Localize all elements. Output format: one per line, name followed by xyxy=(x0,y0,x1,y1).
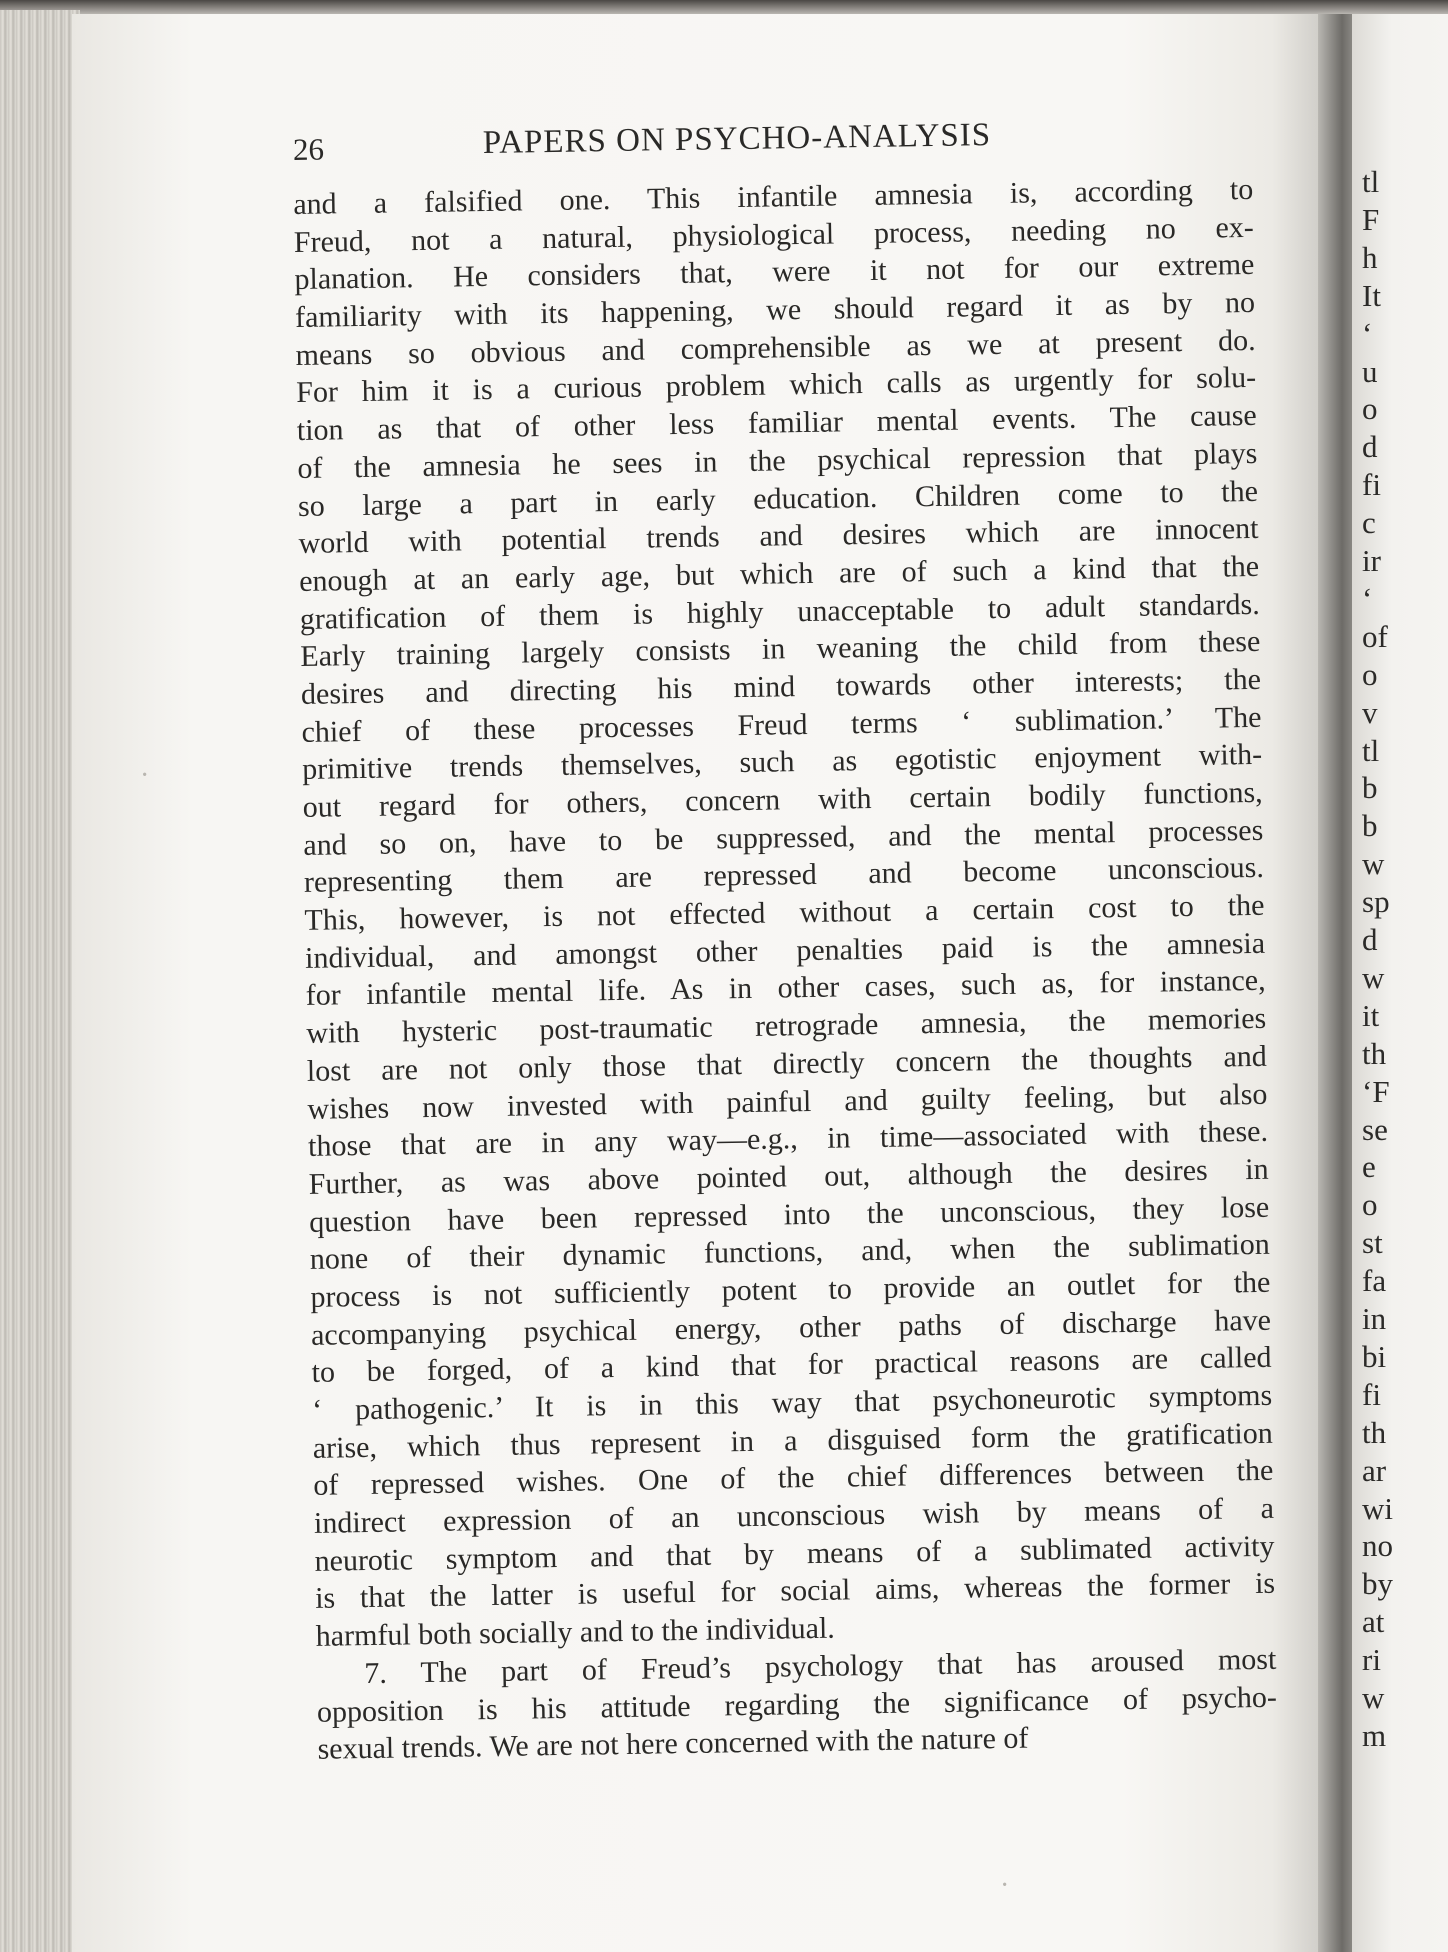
facing-page-fragment: m xyxy=(1362,1717,1387,1753)
facing-page-fragment: d xyxy=(1362,922,1378,957)
text-line: wishes now invested with painful and guilty feeling, but also xyxy=(307,1077,1268,1126)
facing-page-fragment: ir xyxy=(1362,543,1381,578)
text-line: arise, which thus represent in a disguised form the gratification xyxy=(312,1416,1273,1465)
page-number: 26 xyxy=(292,131,325,167)
facing-page-fragment: st xyxy=(1362,1225,1383,1261)
facing-page-fragment: it xyxy=(1362,997,1380,1033)
facing-page-fragment: w xyxy=(1362,959,1385,995)
facing-page-fragment: ri xyxy=(1362,1642,1381,1678)
facing-page-fragment: ar xyxy=(1362,1452,1387,1488)
text-line: to be forged, of a kind that for practical reasons are called xyxy=(311,1341,1272,1390)
body-text xyxy=(293,171,1278,1769)
text-line: and so on, have to be suppressed, and the mental processes xyxy=(303,813,1264,862)
facing-page-fragment: in xyxy=(1362,1301,1387,1336)
facing-page-fragment: tl xyxy=(1362,732,1380,768)
facing-page-fragment: h xyxy=(1362,239,1378,275)
facing-page-fragment: It xyxy=(1362,277,1381,313)
text-line: Freud, not a natural, physiological process, needing no ex- xyxy=(293,210,1255,259)
text-line: means so obvious and comprehensible as we at present do. xyxy=(295,323,1256,372)
facing-page-fragment: o xyxy=(1362,1187,1378,1223)
facing-page-fragment: e xyxy=(1362,1149,1376,1185)
paragraph-indent xyxy=(317,1683,365,1684)
text-line: those that are in any way—e.g., in time—associated with these. xyxy=(307,1114,1269,1164)
text-line: and a falsified one. This infantile amnesia is, according to xyxy=(293,172,1254,221)
facing-page-fragment: u xyxy=(1362,353,1378,389)
facing-page-fragment: by xyxy=(1362,1566,1393,1602)
text-line: This, however, is not effected without a certain cost to the xyxy=(304,888,1265,937)
text-line: question have been repressed into the unconscious, they lose xyxy=(309,1190,1270,1239)
facing-page-fragment: th xyxy=(1362,1414,1387,1450)
text-line: representing them are repressed and become unconscious. xyxy=(303,851,1265,900)
facing-page-fragment: F xyxy=(1362,201,1380,237)
facing-page-fragment: ‘F xyxy=(1362,1073,1390,1109)
facing-page-fragment: w xyxy=(1362,1680,1385,1715)
text-line: with hysteric post-traumatic retrograde amnesia, the memories xyxy=(306,1001,1267,1051)
text-line: Further, as was above pointed out, although the desires in xyxy=(308,1152,1269,1201)
text-line: planation. He considers that, were it not for our extreme xyxy=(294,248,1255,297)
facing-page-fragment: c xyxy=(1362,505,1376,541)
text-line: is that the latter is useful for social aims, whereas the former is xyxy=(314,1567,1276,1616)
facing-page-fragment: of xyxy=(1362,618,1388,654)
text-line: familiarity with its happening, we should regard it as by no xyxy=(294,285,1256,335)
text-line: for infantile mental life. As in other cases, such as, for instance, xyxy=(305,964,1266,1013)
facing-page-fragment: bi xyxy=(1362,1338,1387,1374)
text-line: Early training largely consists in weaning the child from these xyxy=(300,625,1261,674)
text-line: of repressed wishes. One of the chief differences between the xyxy=(313,1454,1274,1503)
text-line: neurotic symptom and that by means of a sublimated activity xyxy=(314,1529,1275,1578)
text-line: process is not sufficiently potent to provide an outlet for the xyxy=(310,1265,1271,1314)
facing-page-fragment: ‘ xyxy=(1362,580,1373,616)
facing-page-fragment: v xyxy=(1362,694,1378,730)
facing-page-fragment: b xyxy=(1362,770,1378,806)
margin-speck: · xyxy=(1000,1870,1010,1901)
text-line: out regard for others, concern with certain bodily functions, xyxy=(302,775,1263,824)
facing-page-fragment: d xyxy=(1362,429,1378,465)
text-line: harmful both socially and to the individual. xyxy=(315,1611,836,1653)
facing-page-fragment: wi xyxy=(1362,1490,1393,1526)
running-head: PAPERS ON PSYCHO-ANALYSIS xyxy=(482,117,992,162)
text-line: accompanying psychical energy, other paths of discharge have xyxy=(310,1303,1272,1352)
text-line: none of their dynamic functions, and, when the sublimation xyxy=(309,1228,1271,1277)
text-line: tion as that of other less familiar mental events. The cause xyxy=(296,399,1257,448)
text-line: sexual trends. We are not here concerned with the nature of xyxy=(317,1721,1029,1766)
text-line: world with potential trends and desires which are innocent xyxy=(298,512,1259,561)
facing-page-fragment: w xyxy=(1362,846,1385,882)
facing-page-fragment: no xyxy=(1362,1528,1393,1564)
text-line: enough at an early age, but which are of such a kind that the xyxy=(298,549,1260,598)
facing-page-fragment: fi xyxy=(1362,1376,1381,1412)
facing-page-fragment: se xyxy=(1362,1111,1388,1147)
text-line: desires and directing his mind towards other interests; the xyxy=(300,662,1262,711)
margin-speck: · xyxy=(140,760,150,791)
text-line: ‘ pathogenic.’ It is in this way that psychoneurotic symptoms xyxy=(311,1378,1273,1427)
text-line: chief of these processes Freud terms ‘ sublimation.’ The xyxy=(301,700,1262,749)
text-line: indirect expression of an unconscious wish by means of a xyxy=(313,1491,1275,1540)
facing-page-fragment: o xyxy=(1362,656,1378,692)
facing-page-fragment: at xyxy=(1362,1604,1385,1640)
facing-page-fragment: sp xyxy=(1362,884,1390,920)
facing-page-fragment: th xyxy=(1362,1035,1387,1071)
facing-page xyxy=(1352,14,1448,1952)
facing-page-fragment: b xyxy=(1362,808,1378,844)
text-line: For him it is a curious problem which calls as urgently for solu- xyxy=(295,361,1257,410)
text-line: so large a part in early education. Children come to the xyxy=(297,474,1259,523)
text-line: primitive trends themselves, such as egotistic enjoyment with- xyxy=(301,738,1263,787)
text-line: individual, and amongst other penalties paid is the amnesia xyxy=(304,926,1266,975)
text-line: of the amnesia he sees in the psychical repression that plays xyxy=(297,436,1258,485)
text-line: lost are not only those that directly concern the thoughts and xyxy=(306,1039,1268,1088)
facing-page-fragment: tl xyxy=(1362,164,1380,199)
facing-page-fragment: fa xyxy=(1362,1263,1387,1299)
facing-page-fragment: o xyxy=(1362,391,1378,427)
facing-page-fragment: fi xyxy=(1362,467,1381,503)
page-edges xyxy=(0,10,80,1952)
text-line: 7. The part of Freud’s psychology that has aroused most xyxy=(364,1642,1277,1690)
facing-page-fragment: ‘ xyxy=(1362,315,1373,351)
text-line: gratification of them is highly unacceptable to adult standards. xyxy=(299,587,1260,636)
text-line: opposition is his attitude regarding the significance of psycho- xyxy=(316,1680,1278,1729)
